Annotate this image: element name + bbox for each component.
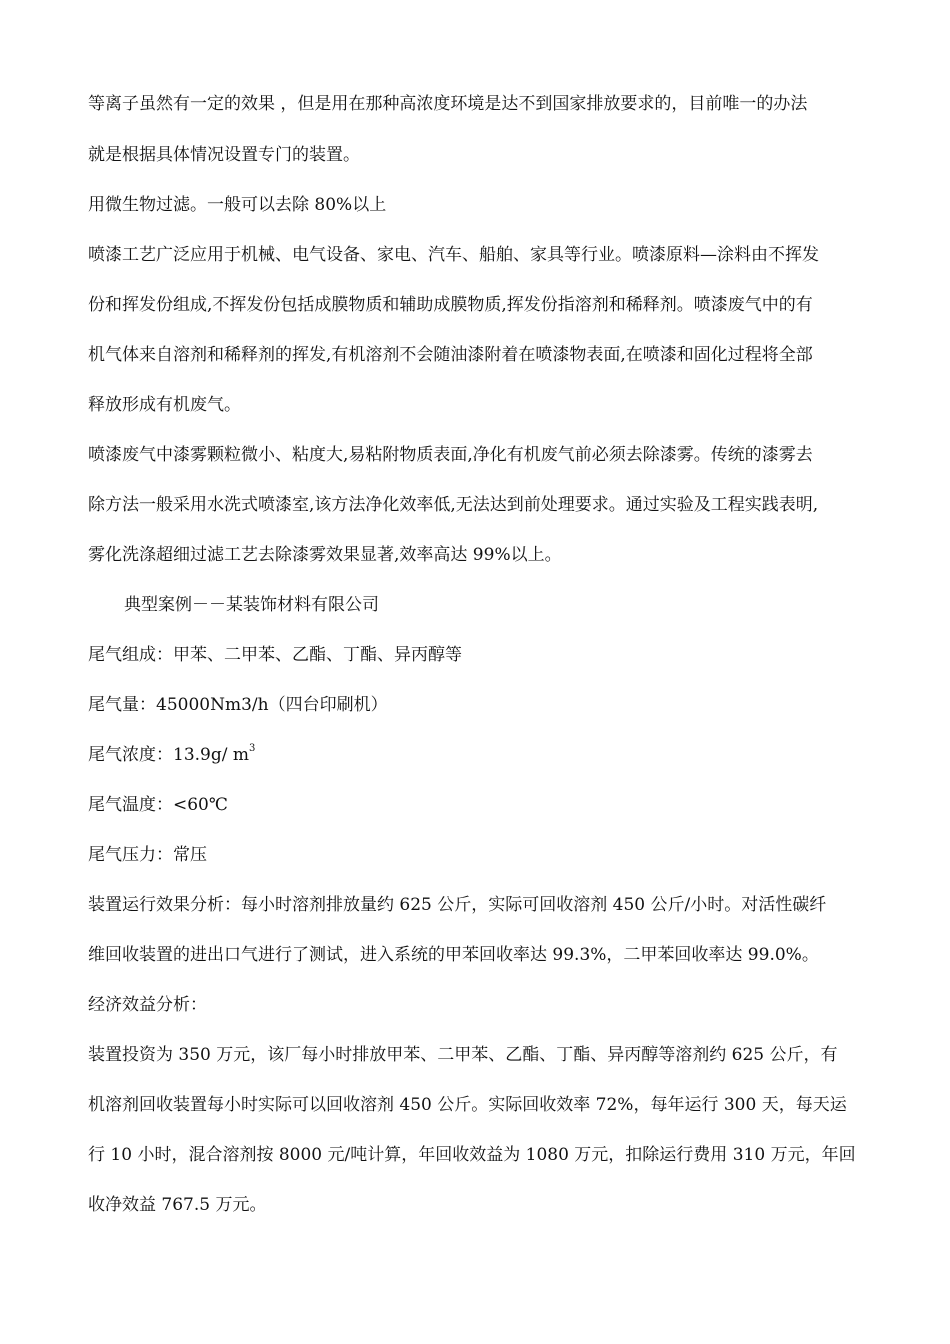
text-line: 收净效益 767.5 万元。	[88, 1195, 267, 1215]
text-line: 装置投资为 350 万元，该厂每小时排放甲苯、二甲苯、乙酯、丁酯、异丙醇等溶剂约 625 公斤，有	[88, 1045, 838, 1065]
text-line: 经济效益分析：	[88, 995, 207, 1015]
text-line: 喷漆废气中漆雾颗粒微小、粘度大,易粘附物质表面,净化有机废气前必须去除漆雾。传统的漆雾去	[88, 445, 813, 465]
text-line: 就是根据具体情况设置专门的装置。	[88, 145, 360, 165]
text-line: 等离子虽然有一定的效果 ，但是用在那种高浓度环境是达不到国家排放要求的，目前唯一的办法	[88, 94, 808, 114]
superscript-3: 3	[249, 743, 256, 755]
text-line: 尾气压力：常压	[88, 845, 207, 865]
case-heading: 典型案例－－某装饰材料有限公司	[124, 595, 379, 615]
text-line: 行 10 小时，混合溶剂按 8000 元/吨计算，年回收效益为 1080 万元，扣除运行费用 310 万元，年回	[88, 1145, 856, 1165]
concentration-text: 尾气浓度：13.9g/ m	[88, 745, 249, 765]
text-line: 份和挥发份组成,不挥发份包括成膜物质和辅助成膜物质,挥发份指溶剂和稀释剂。喷漆废气中的有	[88, 295, 813, 315]
text-line	[88, 743, 906, 769]
text-line: 机气体来自溶剂和稀释剂的挥发,有机溶剂不会随油漆附着在喷漆物表面,在喷漆和固化过程将全部	[88, 345, 813, 365]
text-line: 用微生物过滤。一般可以去除 80%以上	[88, 195, 387, 215]
text-line: 机溶剂回收装置每小时实际可以回收溶剂 450 公斤。实际回收效率 72%，每年运行 300 天，每天运	[88, 1095, 847, 1115]
text-line: 尾气组成：甲苯、二甲苯、乙酯、丁酯、异丙醇等	[88, 645, 462, 665]
text-line: 尾气量：45000Nm3/h（四台印刷机）	[88, 695, 388, 715]
text-line: 雾化洗涤超细过滤工艺去除漆雾效果显著,效率高达 99%以上。	[88, 545, 562, 565]
text-line: 喷漆工艺广泛应用于机械、电气设备、家电、汽车、船舶、家具等行业。喷漆原料—涂料由不挥发	[88, 245, 819, 265]
text-line: 除方法一般采用水洗式喷漆室,该方法净化效率低,无法达到前处理要求。通过实验及工程实践表明,	[88, 495, 819, 515]
text-line: 维回收装置的进出口气进行了测试，进入系统的甲苯回收率达 99.3%，二甲苯回收率达 99.0%。	[88, 945, 819, 965]
text-line: 装置运行效果分析：每小时溶剂排放量约 625 公斤，实际可回收溶剂 450 公斤/小时。对活性碳纤	[88, 895, 827, 915]
text-line: 尾气温度：<60℃	[88, 795, 228, 815]
text-line: 释放形成有机废气。	[88, 395, 241, 415]
